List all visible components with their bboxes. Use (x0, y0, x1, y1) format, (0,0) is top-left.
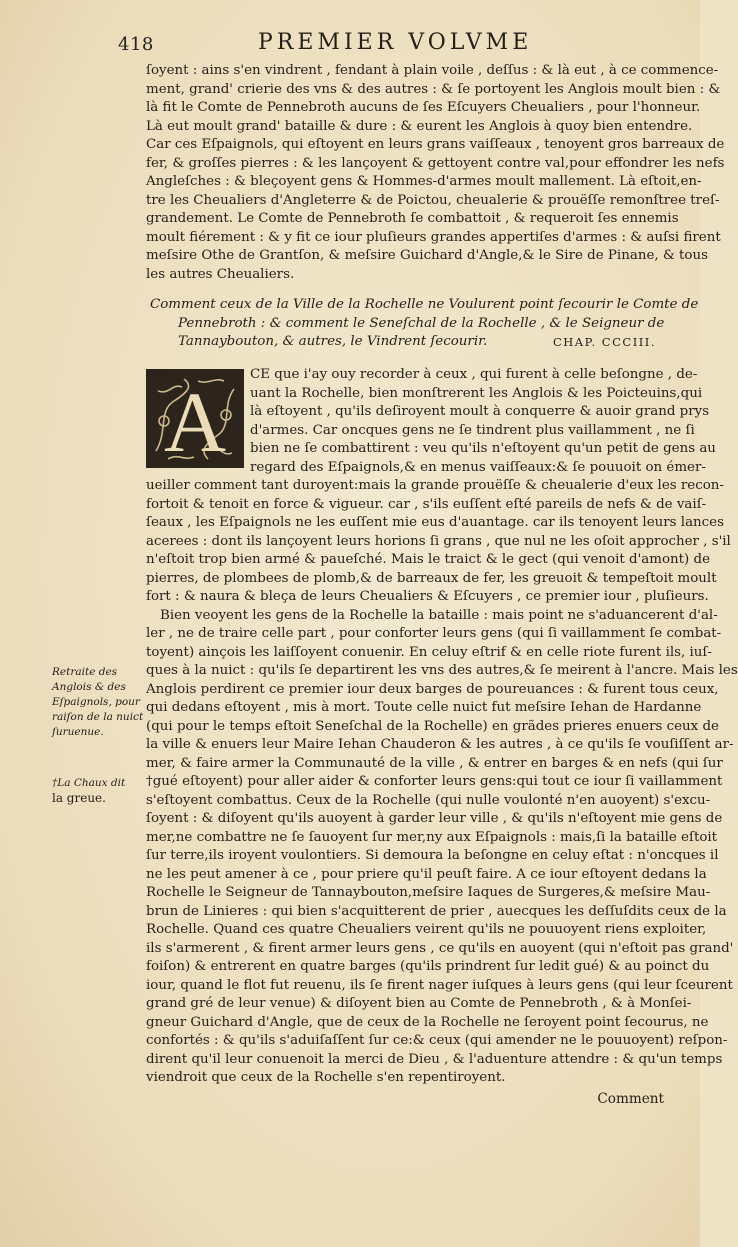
margin-note-line: Eſpaignols, pour (52, 696, 140, 708)
margin-note-chaux (52, 776, 144, 806)
text-line: Angleſches : & bleçoyent gens & Hommes-d'armes moult mallement. Là eſtoit,en- (146, 174, 702, 189)
text-line: grandement. Le Comte de Pennebroth ſe combattoit , & requeroit ſes ennemis (146, 211, 679, 226)
initial-glyph: A (163, 374, 227, 470)
text-line: ques à la nuict : qu'ils ſe departirent les vns des autres,& ſe meirent à l'ancre. Mais les (146, 663, 738, 678)
text-line: n'eſtoit trop bien armé & paueſché. Mais le traict & le gect (qui venoit d'amont) de (146, 552, 711, 567)
text-line: Anglois perdirent ce premier iour deux barges de poureuances : & furent tous ceux, (146, 681, 719, 697)
margin-note-line: †La Chaux dit (52, 777, 126, 789)
text-line: Là eut moult grand' bataille & dure : & eurent les Anglois à quoy bien entendre. (146, 118, 693, 134)
text-line: regard des Eſpaignols,& en menus vaiſſeaux:& ſe pouuoit on émer- (250, 459, 706, 475)
heading-line: Comment ceux de la Ville de la Rochelle ne Voulurent point ſecourir le Comte de (150, 297, 699, 312)
margin-note-retraite (52, 665, 144, 740)
text-line: moult fiérement : & y fit ce iour pluſieurs grandes appertiſes d'armes : & auſsi firent (146, 229, 721, 245)
margin-note-line: Anglois & des (52, 681, 126, 693)
page-number: 418 (118, 34, 154, 55)
text-line: gneur Guichard d'Angle, que de ceux de la Rochelle ne ſeroyent point ſecourus, ne (146, 1014, 709, 1030)
margin-note-line: ſuruenue. (52, 726, 104, 738)
text-line: CE que i'ay ouy recorder à ceux , qui furent à celle beſongne , de- (250, 367, 698, 382)
chapter-heading (150, 296, 699, 352)
text-line: fer, & groſſes pierres : & les lançoyent & gettoyent contre val,pour effondrer les nefs (146, 155, 725, 171)
text-line: ſoyent : ains s'en vindrent , fendant à plain voile , deſſus : & là eut , à ce commence- (146, 63, 719, 78)
text-line: mer,ne combattre ne ſe ſauoyent ſur mer,ny aux Eſpaignols : mais,ſi la bataille eſtoit (146, 829, 718, 845)
margin-note-line: la greue. (52, 791, 106, 805)
text-line: foiſon) & entrerent en quatre barges (qu'ils prindrent ſur ledit gué) & au poinct du (146, 959, 710, 974)
text-line: pierres, de plombees de plomb,& de barreaux de fer, les greuoit & tempeſtoit moult (146, 570, 717, 586)
text-line: ne les peut amener à ce , pour priere qu'il peuſt faire. A ce iour eſtoyent dedans la (146, 866, 707, 882)
text-line: (qui pour le temps eſtoit Seneſchal de la Rochelle) en grãdes prieres enuers ceux de (146, 718, 719, 734)
text-line: bien ne ſe combattirent : veu qu'ils n'eſtoyent qu'un petit de gens au (250, 441, 716, 456)
text-line: meſsire Othe de Grantſon, & meſsire Guichard d'Angle,& le Sire de Pinane, & tous (146, 248, 708, 263)
text-line: d'armes. Car oncques gens ne ſe tindrent plus vaillamment , ne ſi (250, 422, 695, 438)
text-line: iour, quand le flot fut reuenu, ils ſe firent nager iuſques à leurs gens (qui leur ſceurent (146, 977, 733, 993)
top-text-block (146, 62, 725, 284)
text-line: Car ces Eſpaignols, qui eſtoyent en leurs grans vaiſſeaux , tenoyent gros barreaux de (146, 137, 725, 152)
text-line: acerees : dont ils lançoyent leurs horions ſi grans , que nul ne les oſoit approcher , s'il (146, 533, 731, 549)
text-line: fort : & naura & bleça de leurs Cheualiers & Eſcuyers , ce premier iour , pluſieurs. (146, 589, 709, 604)
margin-note-line: raiſon de la nuict (52, 711, 144, 723)
text-line: toyent) ainçois les laiſſoyent conuenir. En celuy eſtrif & en celle riote furent ils, iuſ- (146, 644, 712, 660)
text-line: là eſtoyent , qu'ils deſiroyent moult à conquerre & auoir grand prys (250, 404, 710, 419)
text-line: Rochelle le Seigneur de Tannaybouton,meſsire Iaques de Surgeres,& meſsire Mau- (146, 885, 711, 900)
text-line: qui dedans eſtoyent , mis à mort. Toute celle nuict fut meſsire Iehan de Hardanne (146, 700, 702, 715)
text-line: ſeaux , les Eſpaignols ne les euſſent mie eus d'auantage. car ils tenoyent leurs lances (146, 515, 724, 530)
catchword: Comment (597, 1091, 664, 1107)
text-line: s'eſtoyent combattus. Ceux de la Rochelle (qui nulle voulonté n'en auoyent) s'excu- (146, 792, 711, 808)
text-line: mer, & faire armer la Communauté de la ville , & entrer en barges & en nefs (qui ſur (146, 755, 723, 771)
running-title: PREMIER VOLVME (258, 30, 533, 55)
text-line: viendroit que ceux de la Rochelle s'en repentiroyent. (146, 1070, 506, 1085)
text-line: †gué eſtoyent) pour aller aider & conforter leurs gens:qui tout ce iour ſi vaillamment (146, 774, 723, 789)
text-line: grand gré de leur venue) & diſoyent bien au Comte de Pennebroth , & à Monſei- (146, 996, 692, 1011)
text-line: ſoyent : & diſoyent qu'ils auoyent à garder leur ville , & qu'ils n'eſtoyent mie gens de (146, 811, 723, 826)
text-line: Bien veoyent les gens de la Rochelle la bataille : mais point ne s'aduancerent d'al- (160, 607, 718, 623)
text-line: ſur terre,ils iroyent voulontiers. Si demoura la beſongne en celuy eſtat : n'oncques il (146, 848, 719, 863)
text-line: ils s'armerent , & firent armer leurs gens , ce qu'ils en auoyent (qui n'eſtoit pas grand' (146, 940, 734, 956)
heading-line: Tannaybouton, & autres, le Vindrent ſecourir. (178, 334, 488, 349)
text-line: les autres Cheualiers. (146, 266, 295, 282)
text-line: confortés : & qu'ils s'aduiſaſſent ſur ce:& ceux (qui amender ne le pouuoyent) reſpon- (146, 1033, 728, 1048)
text-line: dirent qu'il leur conuenoit la merci de Dieu , & l'aduenture attendre : & qu'un temps (146, 1051, 723, 1067)
text-line: la ville & enuers leur Maire Iehan Chauderon & les autres , à ce qu'ils ſe vouſiſſent ar- (146, 737, 734, 752)
chapter-number: CHAP. CCCIII. (552, 335, 656, 349)
text-line: ment, grand' crierie des vns & des autres : & ſe portoyent les Anglois moult bien : & (146, 81, 721, 97)
text-line: là fit le Comte de Pennebroth aucuns de ſes Eſcuyers Cheualiers , pour l'honneur. (146, 100, 701, 115)
margin-note-line: Retraite des (52, 666, 118, 678)
body-text-block (146, 366, 738, 1088)
text-line: fortoit & tenoit en force & vigueur. car , s'ils euſſent eſté pareils de nefs & de vaiſ- (146, 496, 707, 512)
text-line: Rochelle. Quand ces quatre Cheualiers veirent qu'ils ne pouuoyent riens exploiter, (146, 922, 707, 937)
text-line: brun de Linieres : qui bien s'acquitterent de prier , auecques les deſſuſdits ceux de la (146, 903, 727, 919)
text-line: ler , ne de traire celle part , pour conforter leurs gens (qui ſi vaillamment ſe combat- (146, 626, 722, 641)
text-line: uant la Rochelle, bien monſtrerent les Anglois & les Poicteuins,qui (250, 385, 703, 401)
text-line: ueiller comment tant duroyent:mais la grande prouëſſe & cheualerie d'eux les recon- (146, 478, 724, 493)
heading-line: Pennebroth : & comment le Seneſchal de la Rochelle , & le Seigneur de (178, 315, 665, 331)
text-line: tre les Cheualiers d'Angleterre & de Poictou, cheualerie & prouëſſe remonſtree treſ- (146, 192, 720, 208)
